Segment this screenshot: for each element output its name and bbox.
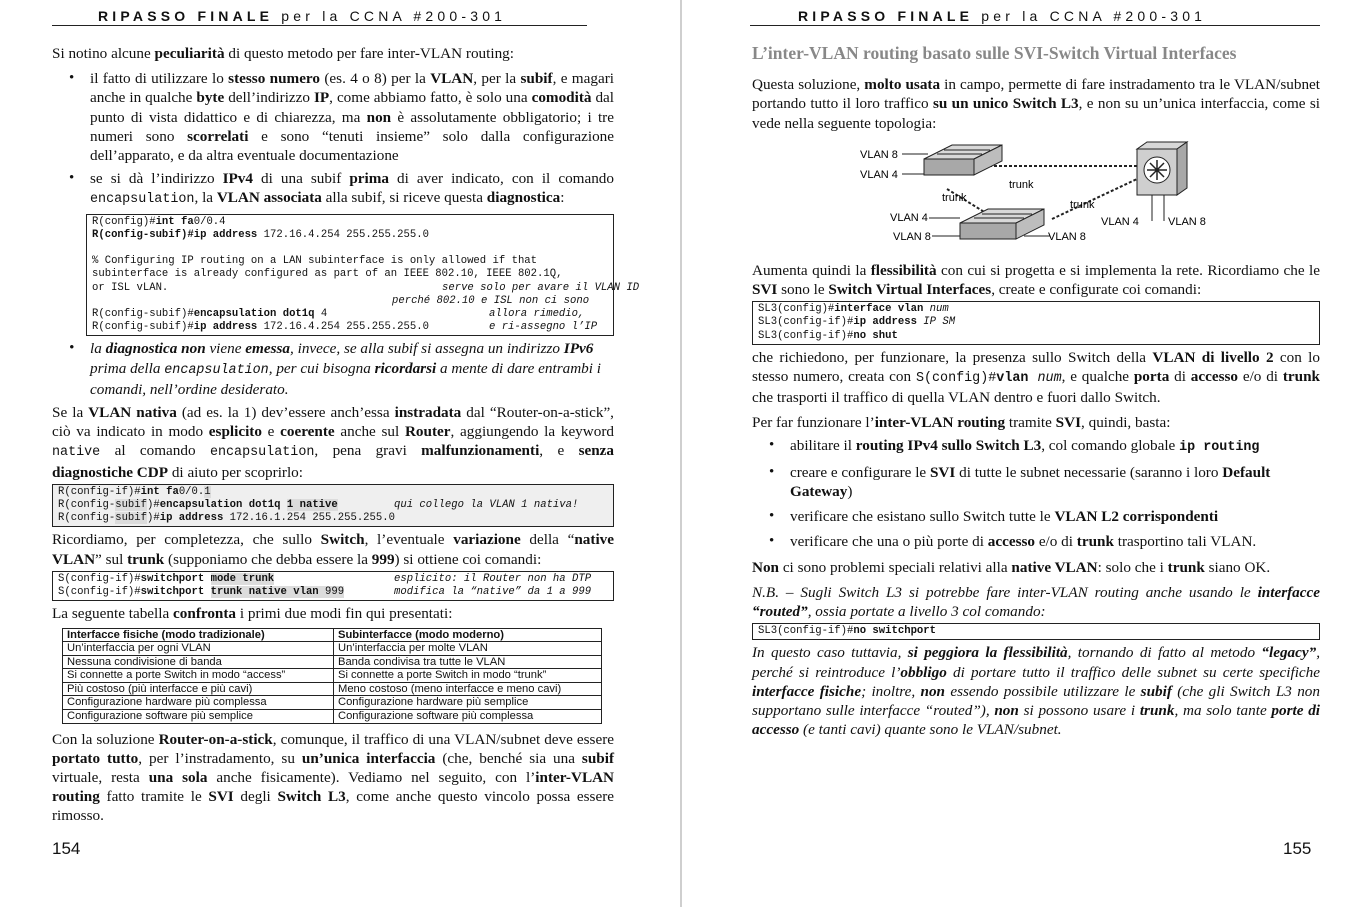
page-left	[0, 0, 680, 907]
steps-intro: Per far funzionare l’inter-VLAN routing tramite SVI, quindi, basta:	[752, 414, 1171, 432]
table-row	[63, 710, 602, 724]
code-line: S(config-if)#switchport trunk native vlan 999 modifica la “native” da 1 a 999	[58, 586, 592, 599]
diagram-label: VLAN 8	[1048, 230, 1086, 243]
code-line: SL3(config-if)#no switchport	[758, 625, 937, 638]
code-line: SL3(config-if)#ip address IP SM	[758, 316, 956, 329]
table-row	[63, 642, 602, 656]
diagram-label: trunk	[942, 191, 967, 204]
table-row	[63, 682, 602, 696]
page-number: 155	[1283, 839, 1312, 858]
diagram-label: trunk	[1009, 178, 1034, 191]
code-line: SL3(config)#interface vlan num	[758, 303, 949, 316]
code-block-svi	[752, 301, 1320, 345]
code-line: subinterface is already configured as part of an IEEE 802.10, IEEE 802.1Q,	[92, 268, 563, 281]
table-cell: Nessuna condivisione di banda	[63, 655, 334, 669]
code-line: or ISL vLAN. serve solo per avare il VLAN ID	[92, 281, 640, 294]
code-line: R(config-subif)#encapsulation dot1q 4 allora rimedio,	[92, 308, 585, 321]
code-line: R(config-subif)#ip address 172.16.4.254 255.255.255.0	[92, 228, 429, 241]
switch-native-paragraph: Ricordiamo, per completezza, che sullo Switch, l’eventuale variazione della “native VLAN” sul trunk (supponiamo che debba essere la 999) si ottiene coi comandi:	[52, 531, 615, 568]
page-number: 154	[52, 839, 81, 858]
flexibility-paragraph: Aumenta quindi la flessibilità con cui si progetta e si implementa la rete. Ricordiamo che le SVI sono le Switch Virtual Interfaces, create e configurate coi comandi:	[752, 261, 1320, 299]
nb-paragraph: N.B. – Sugli Switch L3 si potrebbe fare inter-VLAN routing anche usando le interfacce “routed”, ossia portate a livello 3 col comando:	[752, 583, 1320, 621]
code-block-switch	[52, 571, 614, 601]
comparison-table	[62, 628, 602, 724]
diagram-label: trunk	[1070, 198, 1095, 211]
code-block-diagnostic	[86, 214, 640, 337]
table-row	[63, 655, 602, 669]
code-line	[92, 242, 608, 255]
list-item: • la diagnostica non viene emessa, invece, se alla subif si assegna un indirizzo IPv6 prima della encapsulation, per cui bisogna ricordarsi a mente di dare entrambi i comandi, nell’ordine desiderato.	[90, 339, 614, 399]
table-cell: Configurazione hardware più complessa	[63, 696, 334, 710]
table-cell: Un’interfaccia per molte VLAN	[334, 642, 602, 656]
table-cell: Configurazione software più semplice	[63, 710, 334, 724]
l3-switch-icon	[1137, 142, 1187, 195]
code-line: R(config)#int fa0/0.4	[92, 215, 226, 228]
diagram-label: VLAN 8	[893, 230, 931, 243]
table-cell: Meno costoso (meno interfacce e meno cavi)	[334, 682, 602, 696]
table-cell: Configurazione software più complessa	[334, 710, 602, 724]
topology-diagram	[752, 139, 1320, 257]
code-block-native	[52, 484, 614, 528]
table-cell: Banda condivisa tra tutte le VLAN	[334, 655, 602, 669]
running-header: RIPASSO FINALE per la CCNA #200-301	[52, 8, 587, 26]
table-cell: Si connette a porte Switch in modo “trunk”	[334, 669, 602, 683]
list-item: • il fatto di utilizzare lo stesso numero (es. 4 o 8) per la VLAN, per la subif, e magari anche in qualche byte dell’indirizzo IP, come abbiamo fatto, è solo una comodità dal punto di vista didattico e di chiarezza, ma non è assolutamente obbligatorio; i tre numeri sono scorrelati e sono “tenuti insieme” solo dalla configurazione dell’apparato, e da altra eventuale documentazione	[90, 69, 614, 165]
native-vlan-paragraph: Se la VLAN nativa (ad es. la 1) dev’essere anch’essa instradata dal “Router-on-a-stick”, ciò va indicato in modo esplicito e coerente anche sul Router, aggiungendo la keyword native al comando encapsulation, pena gravi malfunzionamenti, e senza diagnostiche CDP di aiuto per scoprirlo:	[52, 404, 614, 481]
diagram-label: VLAN 8	[1168, 215, 1206, 228]
table-header-row	[63, 628, 602, 642]
table-cell: Un’interfaccia per ogni VLAN	[63, 642, 334, 656]
diagram-label: VLAN 4	[890, 211, 928, 224]
svi-intro: Questa soluzione, molto usata in campo, permette di fare instradamento tra le VLAN/subnet portando tutto il loro traffico su un unico Switch L3, e non su un’unica interfaccia, come si vede nella seguente topologia:	[752, 76, 1320, 132]
diagram-label: VLAN 4	[1101, 215, 1139, 228]
trunk-link	[1052, 179, 1137, 219]
table-cell: Si connette a porte Switch in modo “access”	[63, 669, 334, 683]
page-right	[682, 0, 1367, 907]
list-item: • creare e configurare le SVI di tutte le subnet necessarie (saranno i loro Default Gateway)	[790, 463, 1320, 501]
diagram-label: VLAN 8	[860, 148, 898, 161]
native-vlan-note: Non ci sono problemi speciali relativi alla native VLAN: solo che i trunk siano OK.	[752, 558, 1271, 576]
code-line: % Configuring IP routing on a LAN subinterface is only allowed if that	[92, 255, 538, 268]
right-body	[752, 44, 1320, 745]
requirements-paragraph: che richiedono, per funzionare, la presenza sullo Switch della VLAN di livello 2 con lo stesso numero, creata con S(config)#vlan num, e qualche porta di accesso e/o di trunk che trasporti il traffico di quella VLAN dentro e fuori dallo Switch.	[752, 348, 1321, 407]
diagram-label: VLAN 4	[860, 168, 898, 181]
switch-icon	[924, 145, 1002, 175]
code-line: S(config-if)#switchport mode trunk esplicito: il Router non ha DTP	[58, 572, 592, 585]
list-item: • verificare che esistano sullo Switch tutte le VLAN L2 corrispondenti	[790, 507, 1320, 526]
running-header: RIPASSO FINALE per la CCNA #200-301	[750, 8, 1320, 26]
table-row	[63, 669, 602, 683]
list-item: • abilitare il routing IPv4 sullo Switch L3, col comando globale ip routing	[790, 436, 1320, 457]
peculiarity-list	[52, 69, 614, 209]
code-block-routed	[752, 623, 1320, 640]
code-line: perché 802.10 e ISL non ci sono	[392, 294, 590, 307]
code-line: R(config-subif)#encapsulation dot1q 1 native qui collego la VLAN 1 nativa!	[58, 499, 579, 512]
table-row	[63, 696, 602, 710]
code-line: R(config-subif)#ip address 172.16.4.254 255.255.255.0 e ri-assegno l’IP	[92, 321, 598, 334]
list-item: • se si dà l’indirizzo IPv4 di una subif prima di aver indicato, con il comando encapsulation, la VLAN associata alla subif, si riceve questa diagnostica:	[90, 169, 614, 209]
list-item: • verificare che una o più porte di accesso e/o di trunk trasportino tali VLAN.	[790, 532, 1320, 551]
code-line: R(config-if)#int fa0/0.1	[58, 485, 211, 498]
steps-list	[752, 436, 1320, 552]
table-header: Subinterfacce (modo moderno)	[334, 628, 602, 642]
intro-paragraph: Si notino alcune peculiarità di questo metodo per fare inter-VLAN routing:	[52, 45, 514, 62]
section-title: L’inter-VLAN routing basato sulle SVI-Switch Virtual Interfaces	[752, 43, 1237, 63]
table-header: Interfacce fisiche (modo tradizionale)	[63, 628, 334, 642]
switch-icon	[960, 209, 1044, 239]
table-cell: Più costoso (più interfacce e più cavi)	[63, 682, 334, 696]
conclusion-paragraph: Con la soluzione Router-on-a-stick, comunque, il traffico di una VLAN/subnet deve essere portato tutto, per l’instradamento, su un’unica interfaccia (che, benché sia una subif virtuale, resta una sola anche fisicamente). Vediamo nel seguito, con l’inter-VLAN routing fatto tramite le SVI degli Switch L3, come anche questo vincolo possa essere rimosso.	[52, 730, 615, 825]
left-body	[52, 44, 640, 832]
code-line: R(config-subif)#ip address 172.16.1.254 255.255.255.0	[58, 512, 395, 525]
table-intro: La seguente tabella confronta i primi due modi fin qui presentati:	[52, 605, 453, 623]
table-cell: Configurazione hardware più semplice	[334, 696, 602, 710]
code-line: SL3(config-if)#no shut	[758, 329, 898, 342]
legacy-paragraph: In questo caso tuttavia, si peggiora la flessibilità, tornando di fatto al metodo “legacy”, perché si reintroduce l’obbligo di portare tutto il traffico delle subnet su certe specifiche interfacce fisiche; inoltre, non essendo possibile utilizzare le subif (che gli Switch L3 non supportano sulle interfacce “routed”), non si possono usare i trunk, ma solo tante porte di accesso (e tanti cavi) quante sono le VLAN/subnet.	[752, 644, 1321, 739]
ipv6-note-list	[52, 339, 614, 399]
